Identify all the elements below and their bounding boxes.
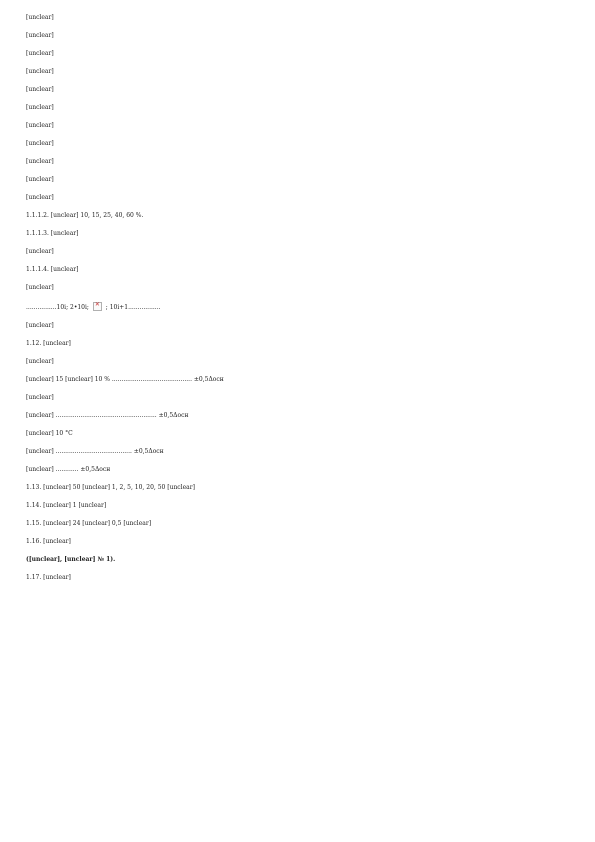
paragraph: [unclear] bbox=[26, 394, 54, 401]
paragraph: [unclear] bbox=[26, 358, 54, 365]
paragraph: [unclear] bbox=[26, 176, 54, 183]
paragraph: [unclear] ........................................ ±0,5Δосн bbox=[26, 448, 164, 455]
paragraph: 1.13. [unclear] 50 [unclear] 1, 2, 5, 10, 20, 50 [unclear] bbox=[26, 484, 195, 491]
paragraph: 1.16. [unclear] bbox=[26, 538, 71, 545]
paragraph: [unclear] bbox=[26, 248, 54, 255]
formula-text: ................10i; 2•10i; bbox=[26, 304, 89, 311]
paragraph: [unclear] bbox=[26, 14, 54, 21]
paragraph: 1.17. [unclear] bbox=[26, 574, 71, 581]
paragraph: 1.1.1.2. [unclear] 10, 15, 25, 40, 60 %. bbox=[26, 212, 144, 219]
paragraph: 1.12. [unclear] bbox=[26, 340, 71, 347]
document-page bbox=[26, 14, 574, 592]
paragraph: ([unclear], [unclear] № 1). bbox=[26, 556, 116, 563]
paragraph: [unclear] 10 °С bbox=[26, 430, 73, 437]
paragraph: [unclear] bbox=[26, 194, 54, 201]
paragraph: [unclear] 15 [unclear] 10 % .......................................... ±0,5Δосн bbox=[26, 376, 224, 383]
paragraph: [unclear] ..................................................... ±0,5Δосн bbox=[26, 412, 189, 419]
paragraph: [unclear] bbox=[26, 86, 54, 93]
formula-text: ; 10i+1................. bbox=[105, 304, 161, 311]
paragraph: [unclear] bbox=[26, 122, 54, 129]
paragraph: [unclear] bbox=[26, 32, 54, 39]
paragraph: [unclear] bbox=[26, 158, 54, 165]
paragraph: [unclear] ............ ±0,5Δосн bbox=[26, 466, 111, 473]
paragraph: [unclear] bbox=[26, 322, 54, 329]
paragraph: [unclear] bbox=[26, 104, 54, 111]
paragraph: [unclear] bbox=[26, 140, 54, 147]
paragraph: [unclear] bbox=[26, 284, 54, 291]
paragraph: [unclear] bbox=[26, 68, 54, 75]
paragraph: 1.15. [unclear] 24 [unclear] 0,5 [unclear] bbox=[26, 520, 152, 527]
paragraph: 1.1.1.3. [unclear] bbox=[26, 230, 79, 237]
paragraph: 1.1.1.4. [unclear] bbox=[26, 266, 79, 273]
formula-line bbox=[26, 302, 574, 312]
paragraph: [unclear] bbox=[26, 50, 54, 57]
paragraph: 1.14. [unclear] 1 [unclear] bbox=[26, 502, 107, 509]
broken-image-icon bbox=[93, 302, 102, 311]
